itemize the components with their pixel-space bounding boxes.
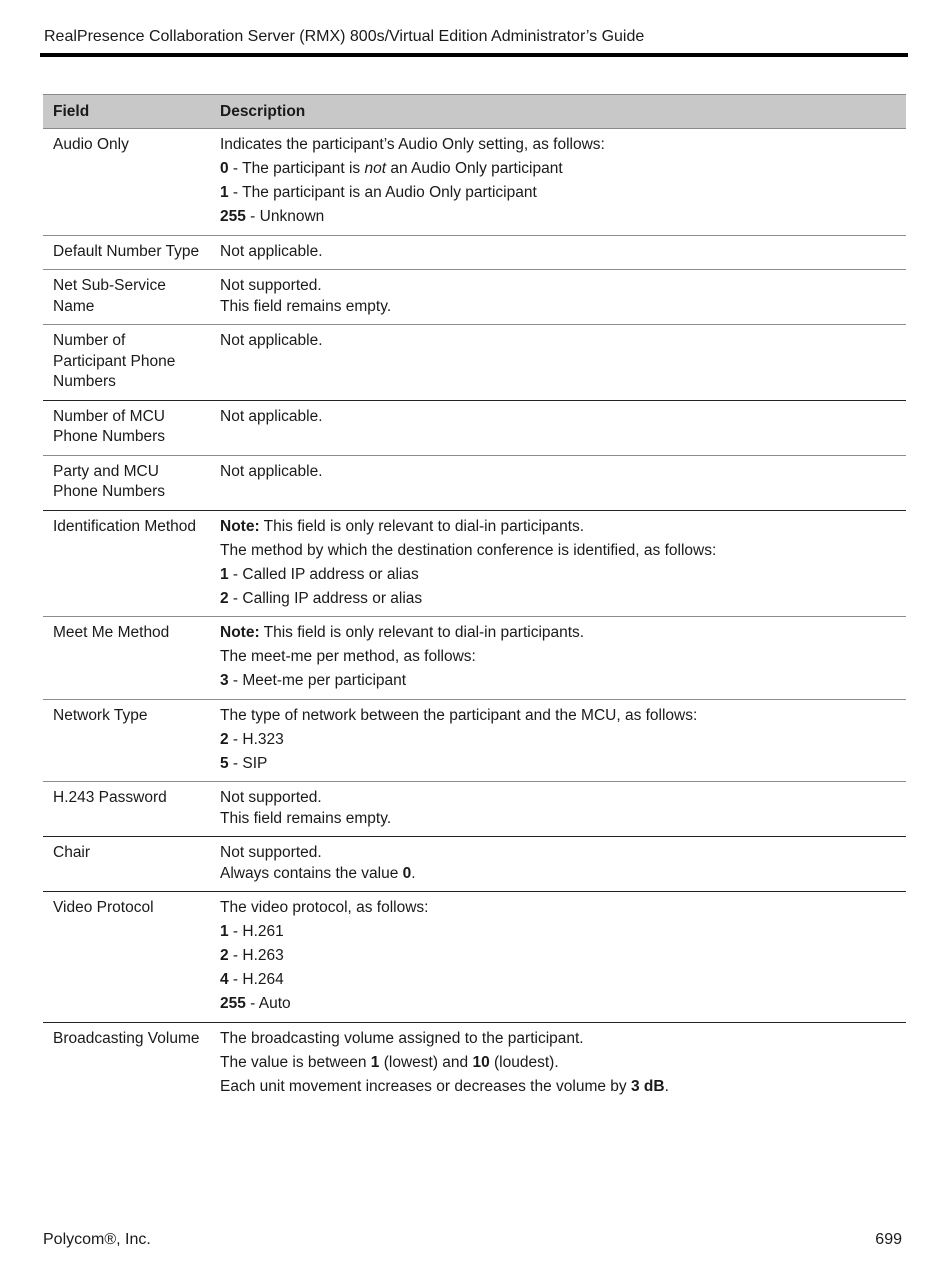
description-cell [210, 270, 906, 325]
description-line [220, 331, 896, 352]
text-run: - H.264 [228, 971, 284, 988]
text-run: (loudest). [489, 1053, 559, 1071]
description-cell [210, 617, 906, 700]
description-cell [210, 400, 906, 455]
description-line [220, 565, 896, 586]
description-cell [210, 1022, 906, 1104]
description-line [220, 864, 896, 885]
text-run: Not applicable. [220, 462, 323, 480]
bold-text: 4 [220, 971, 229, 988]
description-line [220, 843, 896, 864]
text-run: Not applicable. [220, 242, 323, 260]
field-name-cell: Network Type [43, 699, 210, 782]
field-name-cell: Number of MCU Phone Numbers [43, 400, 210, 455]
description-line [220, 462, 896, 483]
bold-text: Note: [220, 517, 260, 535]
description-line [220, 730, 896, 751]
text-run: - H.263 [228, 947, 284, 964]
table-row [43, 129, 906, 236]
table-row [43, 699, 906, 782]
table-row [43, 235, 906, 270]
description-line [220, 159, 896, 180]
bold-text: Note: [220, 624, 260, 641]
description-line [220, 754, 896, 775]
bold-text: 0 [402, 864, 412, 882]
text-run: . [411, 864, 416, 882]
description-line [220, 207, 896, 228]
field-name-cell: Default Number Type [43, 235, 210, 270]
description-line [220, 407, 896, 428]
table-row [43, 617, 906, 700]
description-line [220, 970, 896, 991]
description-line [220, 297, 896, 318]
description-line [220, 517, 896, 538]
description-line [220, 809, 896, 830]
text-run: The type of network between the participant and the MCU, as follows: [220, 706, 698, 724]
bold-text: 2 [220, 589, 229, 607]
footer-company: Polycom®, Inc. [43, 1231, 151, 1248]
document-header-title: RealPresence Collaboration Server (RMX) 800s/Virtual Edition Administrator’s Guide [44, 28, 645, 45]
description-cell [210, 837, 906, 892]
text-run: - The participant is [228, 160, 365, 177]
text-run: - H.261 [228, 923, 284, 940]
description-cell [210, 455, 906, 510]
text-run: The video protocol, as follows: [220, 899, 429, 916]
bold-text: 1 [220, 923, 229, 940]
text-run: Each unit movement increases or decreases the volume by [220, 1077, 631, 1095]
text-run: . [664, 1077, 669, 1095]
description-line [220, 647, 896, 668]
bold-text: 255 [220, 995, 246, 1012]
text-run: Always contains the value [220, 864, 403, 882]
bold-text: 3 dB [630, 1077, 665, 1095]
description-line [220, 1077, 896, 1098]
description-line [220, 541, 896, 562]
field-name-cell: H.243 Password [43, 782, 210, 837]
table-row [43, 400, 906, 455]
text-run: Not supported. [220, 844, 322, 861]
table-row [43, 325, 906, 401]
description-line [220, 623, 896, 644]
table-header-row [43, 95, 906, 129]
field-description-table [43, 94, 906, 1104]
text-run: This field is only relevant to dial-in participants. [259, 624, 585, 641]
text-run: This field remains empty. [220, 809, 392, 827]
bold-text: 5 [220, 754, 229, 772]
description-line [220, 671, 896, 692]
column-header-description: Description [210, 95, 906, 129]
bold-text: 1 [220, 565, 229, 583]
bold-text: 0 [220, 160, 229, 177]
field-name-cell: Meet Me Method [43, 617, 210, 700]
text-run: (lowest) and [379, 1053, 473, 1071]
table-row [43, 892, 906, 1023]
text-run: The value is between [220, 1053, 371, 1071]
text-run: - Called IP address or alias [228, 565, 419, 583]
text-run: Not supported. [220, 277, 322, 294]
text-run: Not supported. [220, 789, 322, 806]
table-row [43, 837, 906, 892]
bold-text: 2 [220, 947, 229, 964]
text-run: - Meet-me per participant [228, 672, 407, 689]
text-run: - SIP [228, 754, 268, 772]
table-row [43, 1022, 906, 1104]
bold-text: 10 [472, 1053, 490, 1071]
footer-page-number: 699 [875, 1231, 902, 1248]
table-body [43, 129, 906, 1105]
table-row [43, 510, 906, 617]
description-line [220, 135, 896, 156]
text-run: The meet-me per method, as follows: [220, 648, 476, 665]
description-cell [210, 510, 906, 617]
field-name-cell: Identification Method [43, 510, 210, 617]
text-run: The broadcasting volume assigned to the participant. [220, 1029, 584, 1047]
bold-text: 3 [220, 672, 229, 689]
description-line [220, 276, 896, 297]
text-run: - Auto [245, 995, 291, 1012]
table-row [43, 455, 906, 510]
text-run: Indicates the participant’s Audio Only setting, as follows: [220, 136, 605, 153]
description-line [220, 1029, 896, 1050]
field-name-cell: Number of Participant Phone Numbers [43, 325, 210, 401]
description-line [220, 589, 896, 610]
description-cell [210, 892, 906, 1023]
description-line [220, 946, 896, 967]
field-name-cell: Video Protocol [43, 892, 210, 1023]
italic-text: not [364, 160, 387, 177]
table-row [43, 270, 906, 325]
description-line [220, 922, 896, 943]
text-run: - The participant is an Audio Only participant [228, 184, 537, 201]
description-cell [210, 782, 906, 837]
text-run: - Calling IP address or alias [228, 589, 423, 607]
description-cell [210, 699, 906, 782]
text-run: - Unknown [245, 208, 325, 225]
column-header-field: Field [43, 95, 210, 129]
description-line [220, 898, 896, 919]
description-cell [210, 129, 906, 236]
description-line [220, 242, 896, 263]
description-line [220, 706, 896, 727]
text-run: Not applicable. [220, 407, 323, 425]
field-name-cell: Party and MCU Phone Numbers [43, 455, 210, 510]
bold-text: 2 [220, 730, 229, 748]
bold-text: 1 [220, 184, 229, 201]
text-run: This field is only relevant to dial-in participants. [259, 517, 585, 535]
description-line [220, 788, 896, 809]
header-divider [40, 53, 908, 57]
field-name-cell: Chair [43, 837, 210, 892]
description-cell [210, 235, 906, 270]
bold-text: 1 [370, 1053, 380, 1071]
description-line [220, 1053, 896, 1074]
field-name-cell: Net Sub-Service Name [43, 270, 210, 325]
text-run: The method by which the destination conference is identified, as follows: [220, 541, 717, 559]
description-line [220, 183, 896, 204]
description-cell [210, 325, 906, 401]
table-row [43, 782, 906, 837]
text-run: an Audio Only participant [386, 160, 563, 177]
field-name-cell: Audio Only [43, 129, 210, 236]
description-line [220, 994, 896, 1015]
bold-text: 255 [220, 208, 246, 225]
text-run: Not applicable. [220, 332, 323, 349]
text-run: This field remains empty. [220, 297, 392, 315]
field-name-cell: Broadcasting Volume [53, 1029, 200, 1047]
text-run: - H.323 [228, 730, 284, 748]
